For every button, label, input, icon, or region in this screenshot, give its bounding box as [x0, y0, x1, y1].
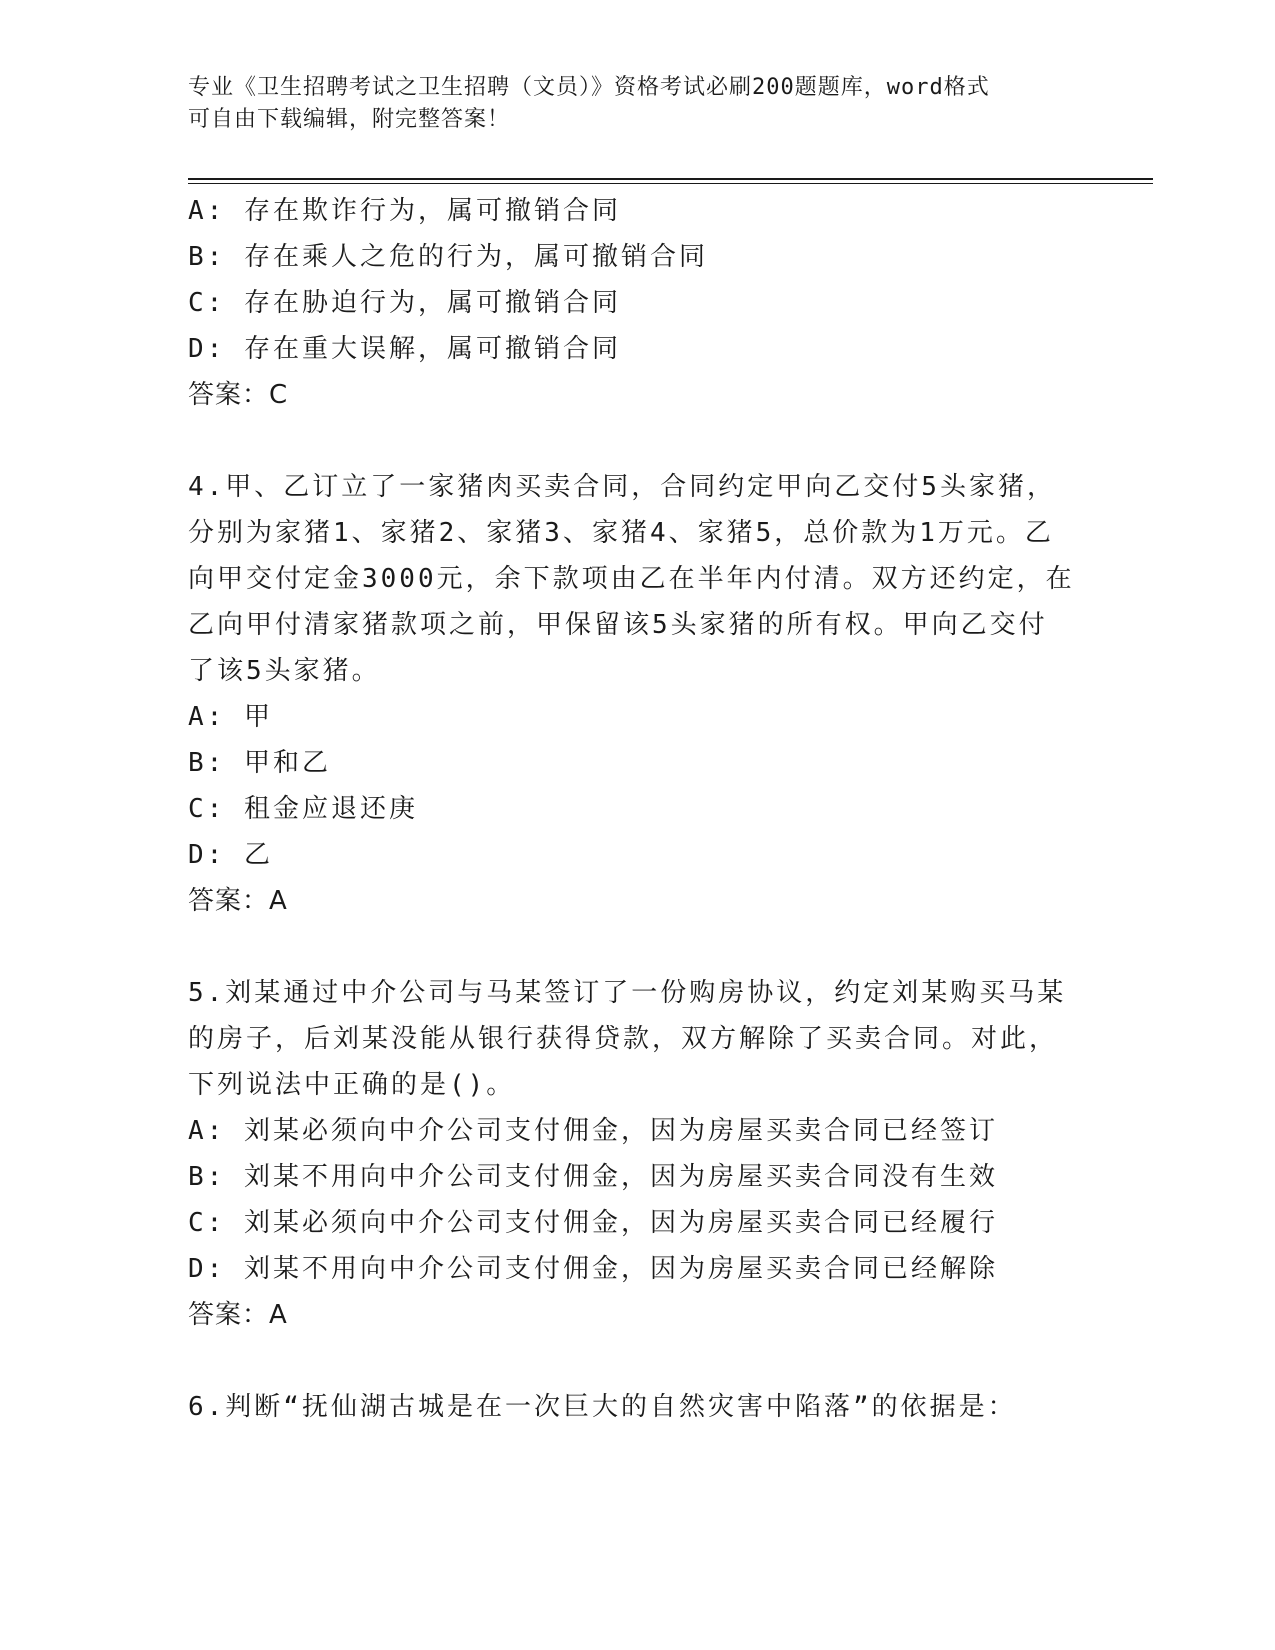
- q5-option-d: D: 刘某不用向中介公司支付佣金，因为房屋买卖合同已经解除: [188, 1254, 998, 1284]
- q4-text-line-2: 分别为家猪1、家猪2、家猪3、家猪4、家猪5，总价款为1万元。乙: [188, 518, 1054, 548]
- spacer: [188, 418, 1088, 464]
- q4-text-line-3: 向甲交付定金3000元，余下款项由乙在半年内付清。双方还约定，在: [188, 564, 1075, 594]
- q3-option-a: A: 存在欺诈行为，属可撤销合同: [188, 196, 621, 226]
- q4-option-b: B: 甲和乙: [188, 748, 331, 778]
- q4-option-d: D: 乙: [188, 840, 273, 870]
- q5-text-line-3: 下列说法中正确的是()。: [188, 1070, 516, 1100]
- q4-option-c: C: 租金应退还庚: [188, 794, 418, 824]
- q4-answer: 答案：A: [188, 886, 288, 916]
- spacer: [188, 1338, 1088, 1384]
- header-divider-thick: [188, 178, 1153, 180]
- header-divider-thin: [188, 183, 1153, 184]
- q4-text-line-4: 乙向甲付清家猪款项之前，甲保留该5头家猪的所有权。甲向乙交付: [188, 610, 1048, 640]
- q5-text-line-2: 的房子，后刘某没能从银行获得贷款，双方解除了买卖合同。对此，: [188, 1024, 1059, 1054]
- q3-option-c: C: 存在胁迫行为，属可撤销合同: [188, 288, 621, 318]
- q6-text-line-1: 6.判断“抚仙湖古城是在一次巨大的自然灾害中陷落”的依据是：: [188, 1392, 1017, 1422]
- header-title-line-2: 可自由下载编辑，附完整答案！: [188, 107, 511, 132]
- q3-option-b: B: 存在乘人之危的行为，属可撤销合同: [188, 242, 708, 272]
- document-body: [188, 188, 1088, 1430]
- q4-text-line-5: 了该5头家猪。: [188, 656, 381, 686]
- q5-answer: 答案：A: [188, 1300, 288, 1330]
- q4-option-a: A: 甲: [188, 702, 273, 732]
- question-4: [188, 464, 1088, 924]
- question-3: [188, 188, 1088, 418]
- q3-answer: 答案：C: [188, 380, 289, 410]
- spacer: [188, 924, 1088, 970]
- q5-option-a: A: 刘某必须向中介公司支付佣金，因为房屋买卖合同已经签订: [188, 1116, 998, 1146]
- q5-option-c: C: 刘某必须向中介公司支付佣金，因为房屋买卖合同已经履行: [188, 1208, 998, 1238]
- question-5: [188, 970, 1088, 1338]
- header-title-line-1: 专业《卫生招聘考试之卫生招聘（文员）》资格考试必刷200题题库，word格式: [188, 75, 990, 100]
- question-6: [188, 1384, 1088, 1430]
- q5-option-b: B: 刘某不用向中介公司支付佣金，因为房屋买卖合同没有生效: [188, 1162, 998, 1192]
- q4-text-line-1: 4.甲、乙订立了一家猪肉买卖合同，合同约定甲向乙交付5头家猪，: [188, 472, 1056, 502]
- document-header: [188, 72, 1088, 136]
- q3-option-d: D: 存在重大误解，属可撤销合同: [188, 334, 621, 364]
- q5-text-line-1: 5.刘某通过中介公司与马某签订了一份购房协议，约定刘某购买马某: [188, 978, 1067, 1008]
